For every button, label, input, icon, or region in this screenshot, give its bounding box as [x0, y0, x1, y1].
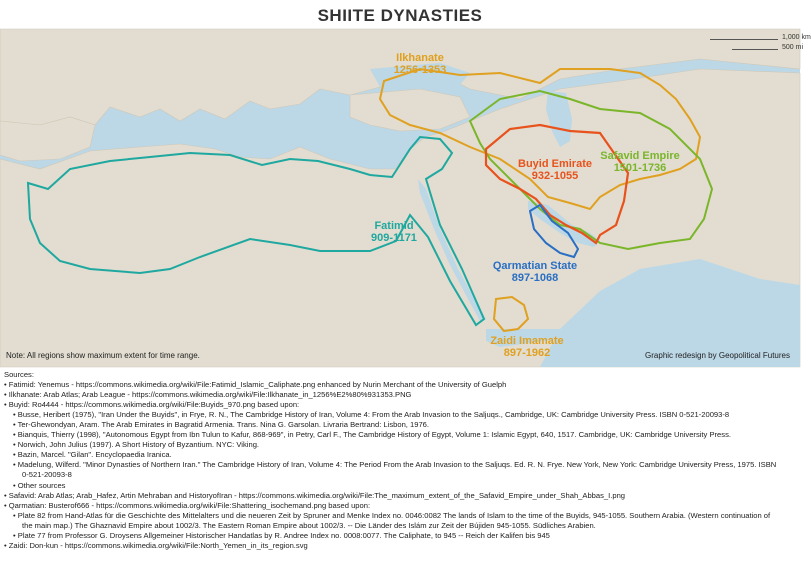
note-credit: Graphic redesign by Geopolitical Futures [645, 351, 790, 360]
source-line: the main map.) The Ghaznavid Empire about 1002/3. The Eastern Roman Empire about 1002/3. -- Die Länder des Islám zur Zeit der Bújiden 945-1055. Südliches Arabien. [22, 520, 596, 530]
source-line: • Other sources [13, 480, 66, 490]
source-line: • Zaidi: Don-kun - https://commons.wikimedia.org/wiki/File:North_Yemen_in_its_region.svg [4, 540, 308, 550]
label-buyid: Buyid Emirate 932-1055 [518, 158, 592, 182]
sources-list [4, 380, 796, 551]
source-line: • Busse, Heribert (1975), "Iran Under the Buyids", in Frye, R. N., The Cambridge History of Iran, Volume 4: From the Arab Invasion to the Saljuqs., Cambridge, UK: Cambridge University Press. ISBN 0-521-20093-8 [13, 410, 730, 420]
source-line: 0-521-20093-8 [22, 470, 72, 480]
label-safavid: Safavid Empire 1501-1736 [600, 150, 680, 174]
sources [4, 370, 796, 551]
source-line: • Qarmatian: Busterof666 - https://commons.wikimedia.org/wiki/File:Shattering_isochemand.png based upon: [4, 500, 371, 510]
source-line: • Bianquis, Thierry (1998), "Autonomous Egypt from Ibn Tulun to Kafur, 868-969", in Petry, Carl F., The Cambridge History of Egypt, Volume 1: Islamic Egypt, 640, 1517. Cambridge, UK: Cambridge University Press. [13, 430, 731, 440]
map-svg [0, 29, 800, 367]
source-line: • Ter-Ghewondyan, Aram. The Arab Emirates in Bagratid Armenia. Trans. Nina G. Garsolan. Livraria Bertrand: Lisbon, 1976. [13, 420, 430, 430]
label-ilkhanate: Ilkhanate 1256-1353 [393, 52, 447, 76]
source-line: • Norwich, John Julius (1997). A Short History of Byzantium. NYC: Viking. [13, 440, 260, 450]
source-line: • Plate 82 from Hand-Atlas für die Geschichte des Mittelalters und die neueren Zeit by Spruner and Menke Index no. 0046:0082 The lands of Islam to the time of the Buyids, 945-1055. Southern Arabia. (Western continuation of [13, 510, 771, 520]
scale-bar [710, 34, 811, 51]
label-fatimid: Fatimid 909-1171 [371, 220, 417, 244]
source-line: • Safavid: Arab Atlas; Arab_Hafez, Artin Mehraban and HistoryofIran - https://commons.wikimedia.org/wiki/File:The_maximum_extent_of_the_Safavid_Empire_under_Shah_Abbas_I.png [4, 490, 626, 500]
source-line: • Madelung, Wilferd. "Minor Dynasties of Northern Iran." The Cambridge History of Iran, Volume 4: The Period From the Arab Invasion to the Saljuqs. Ed. R. N. Frye. New York, New York: Cambridge University Press, 1975. ISBN [13, 460, 777, 470]
map-area [0, 29, 811, 367]
sources-heading: Sources: [4, 370, 34, 379]
scale-km: 1,000 km [782, 34, 811, 41]
label-qarmatian: Qarmatian State 897-1068 [492, 260, 578, 284]
source-line: • Bazin, Marcel. "Gilan". Encyclopaedia Iranica. [13, 450, 172, 460]
source-line: • Fatimid: Yenemus - https://commons.wikimedia.org/wiki/File:Fatimid_Islamic_Caliphate.png enhanced by Nurin Merchant of the University of Guelph [4, 380, 507, 390]
note-extent: Note: All regions show maximum extent for time range. [6, 351, 200, 360]
map-title: SHIITE DYNASTIES [317, 6, 483, 25]
label-zaidi: Zaidi Imamate 897-1962 [490, 335, 564, 359]
source-line: • Buyid: Ro4444 - https://commons.wikimedia.org/wiki/File:Buyids_970.png based upon: [4, 400, 300, 410]
scale-mi: 500 mi [782, 44, 804, 51]
source-line: • Plate 77 from Professor G. Droysens Allgemeiner Historischer Handatlas by R. Andree Index no. 0008:0077. The Caliphate, to 945 -- Reich der Kalifen bis 945 [13, 530, 550, 540]
source-line: • Ilkhanate: Arab Atlas; Arab League - https://commons.wikimedia.org/wiki/File:Ilkhanate_in_1256%E2%80%931353.PNG [4, 390, 412, 400]
